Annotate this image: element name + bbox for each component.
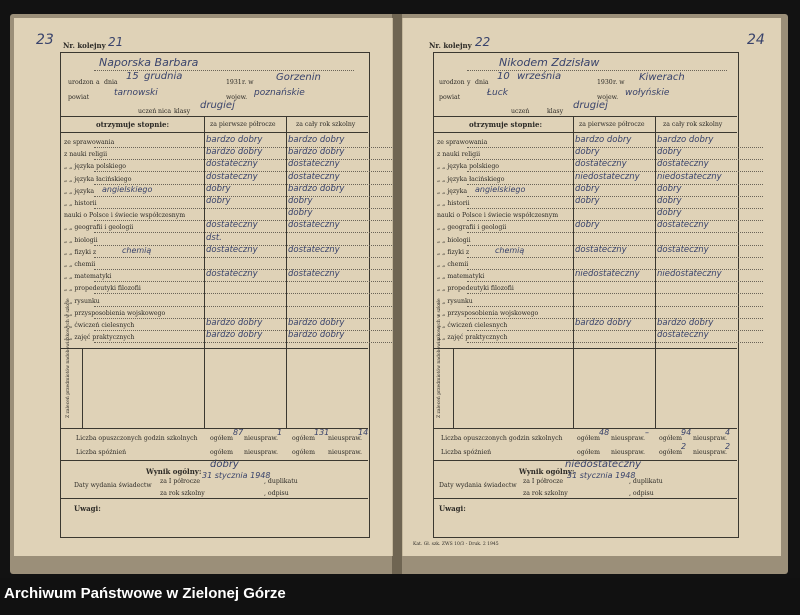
class-value: drugiej <box>573 100 608 111</box>
row-dotted-line <box>94 208 394 209</box>
place-label: r. w <box>242 79 254 86</box>
grade-full-year: dobry <box>657 208 682 219</box>
nr-label: Nr. kolejny <box>429 41 472 50</box>
klasy-label: klasy <box>547 108 564 115</box>
born-label: urodzon <box>439 79 465 86</box>
birth-year: 1930 <box>597 79 613 86</box>
grade-first-half: dostateczny <box>206 220 258 231</box>
born-suffix: y <box>467 79 471 86</box>
subject-label: „ „ języka <box>64 187 95 195</box>
subject-label: „ „ zajęć praktycznych <box>437 334 508 342</box>
day-label: dnia <box>475 79 489 86</box>
row-dotted-line <box>94 293 394 294</box>
grade-full-year: dostateczny <box>657 330 709 341</box>
grade-first-half: bardzo dobry <box>575 135 632 145</box>
physics-with-name: chemią <box>495 245 525 255</box>
grade-full-year: dostateczny <box>657 159 709 170</box>
uczen-label: uczeń <box>511 108 530 115</box>
late-label: Liczba spóźnień <box>76 449 127 456</box>
late-label: Liczba spóźnień <box>441 449 492 456</box>
grade-full-year: bardzo dobry <box>657 135 714 145</box>
subject-label: „ „ przysposobienia wojskowego <box>64 309 166 317</box>
birth-place: Kiwerach <box>639 72 685 83</box>
absent-first-unexcused: – <box>645 428 649 437</box>
grade-first-half: niedostateczny <box>575 171 640 182</box>
first-half-date: 31 stycznia 1948 <box>202 471 271 480</box>
powiat-label: powiat <box>439 94 461 101</box>
grade-first-half: dobry <box>206 183 231 194</box>
remarks-label: Uwagi: <box>439 504 466 513</box>
wojew-value: poznańskie <box>254 88 305 98</box>
subject-label: nauki o Polsce i świecie współczesnym <box>64 212 186 220</box>
birth-month: września <box>517 71 562 82</box>
birth-month: grudnia <box>144 71 183 82</box>
class-value: drugiej <box>200 100 235 111</box>
stopnie-header: otrzymuje stopnie: <box>96 120 170 129</box>
absent-label: Liczba opuszczonych godzin szkolnych <box>76 435 198 442</box>
grade-first-half: dobry <box>575 183 600 194</box>
subject-label: „ „ geografii i geologii <box>64 224 134 232</box>
grade-full-year: dobry <box>288 208 313 219</box>
student-name: Naporska Barbara <box>99 56 199 69</box>
grade-full-year: bardzo dobry <box>657 318 714 328</box>
first-half-header: za pierwsze półrocze <box>579 121 645 128</box>
subject-label: „ „ języka łacińskiego <box>64 175 132 183</box>
subject-label: „ „ historii <box>437 200 470 207</box>
subject-label: „ „ ćwiczeń cielesnych <box>64 322 135 329</box>
row-dotted-line <box>467 293 763 294</box>
row-dotted-line <box>467 147 763 148</box>
grade-first-half: dostateczny <box>206 159 258 170</box>
grade-full-year: dostateczny <box>288 159 340 170</box>
grade-full-year: bardzo dobry <box>288 183 345 194</box>
subject-label: „ „ chemii <box>437 261 469 268</box>
grade-first-half: dobry <box>575 147 600 158</box>
grade-first-half: dostateczny <box>206 269 258 280</box>
uczen-suffix: nica <box>158 108 172 115</box>
archive-caption: Archiwum Państwowe w Zielonej Górze <box>4 585 286 602</box>
record-number: 21 <box>108 35 124 49</box>
absent-year-total: 94 <box>681 428 692 437</box>
language-name: angielskiego <box>475 184 526 194</box>
absent-first-total: 87 <box>233 428 244 437</box>
grade-full-year: niedostateczny <box>657 171 722 182</box>
grade-first-half: dst. <box>206 232 222 243</box>
grade-first-half: bardzo dobry <box>206 135 263 145</box>
subject-label: „ „ geografii i geologii <box>437 224 507 232</box>
subject-label: „ „ rysunku <box>64 297 100 305</box>
powiat-value: Łuck <box>487 88 508 98</box>
row-dotted-line <box>467 208 763 209</box>
grade-first-half: bardzo dobry <box>575 318 632 328</box>
subject-label: „ „ chemii <box>64 261 96 268</box>
subject-label: „ „ języka polskiego <box>437 163 500 171</box>
birth-day: 10 <box>497 71 510 82</box>
birth-day: 15 <box>126 71 139 82</box>
absent-year-total: 131 <box>314 428 330 437</box>
subject-label: „ „ biologii <box>437 236 471 244</box>
row-dotted-line <box>467 342 763 343</box>
record-number: 22 <box>475 35 491 49</box>
grade-full-year: dostateczny <box>288 220 340 231</box>
row-dotted-line <box>467 232 763 233</box>
birth-year: 1931 <box>226 79 242 86</box>
absent-year-unexcused: 4 <box>725 428 731 437</box>
row-dotted-line <box>94 257 394 258</box>
row-dotted-line <box>94 196 394 197</box>
row-dotted-line <box>94 306 394 307</box>
absent-first-unexcused: 1 <box>277 428 283 437</box>
wojew-value: wołyńskie <box>625 88 670 98</box>
full-year-header: za cały rok szkolny <box>663 121 723 128</box>
grade-first-half: dostateczny <box>206 171 258 182</box>
row-dotted-line <box>94 281 394 282</box>
grade-full-year: dostateczny <box>657 220 709 231</box>
row-dotted-line <box>467 257 763 258</box>
subject-label: „ „ przysposobienia wojskowego <box>437 309 539 317</box>
nr-label: Nr. kolejny <box>63 41 106 50</box>
absent-first-total: 48 <box>599 428 610 437</box>
overall-result: dobry <box>210 459 239 470</box>
overall-label: Wynik ogólny: <box>146 467 202 476</box>
physics-with-name: chemią <box>122 245 152 255</box>
first-half-date: 31 stycznia 1948 <box>567 471 636 480</box>
subject-label: „ „ historii <box>64 200 97 207</box>
day-label: dnia <box>104 79 118 86</box>
subject-label: „ „ zajęć praktycznych <box>64 334 135 342</box>
grade-full-year: dobry <box>657 147 682 158</box>
row-dotted-line <box>467 330 763 331</box>
left-page: 23 Nr. kolejny 21 Naporska Barbara urodzon a dnia 15 grudnia 1931 r. w Gorzenin powiat tarnowski wojew. poznańskie uczeń nica klasy drugiej otrzymuje stopnie: za pierwsze półrocze za cały rok szkolny ze sprawowania bardzo dobry bardzo dobry z nauki religii bardzo dobry bardzo dobry „ „ języka polskiego dostateczny dostateczny „ „ języka łacińskiego dostateczny dostateczny „ „ języka dobry bardzo dobry „ „ historii dobry dobry nauki o Polsce i świecie współczesnym dobry „ „ geografii i geologii dostateczny dostateczny „ „ biologii dst. „ „ fizyki z dostateczny dostateczny „ „ chemii „ „ matematyki dostateczny dostateczny „ „ propedeutyki filozofii „ „ rysunku „ „ przysposobienia wojskowego „ „ ćwiczeń cielesnych bardzo dobry bardzo dobry „ „ zajęć praktycznych bardzo dobry bardzo dobry angielskiego chemią Z zaleceń przedmiotów nadobowiązkowych w szkole Liczba opuszczonych godzin szkolnych ogółem 87 nieuspraw. 1 ogółem 131 nieuspraw. 14 Liczba spóźnień ogółem nieuspraw. ogółem nieuspraw. Wynik ogólny: dobry Daty wydania świadectw za I półrocze 31 stycznia 1948 , duplikatu za rok szkolny , odpisu Uwagi: <box>14 18 393 556</box>
grade-full-year: dostateczny <box>288 244 340 255</box>
klasy-label: klasy <box>174 108 191 115</box>
subject-label: „ „ ćwiczeń cielesnych <box>437 322 508 329</box>
optional-subjects-note: Z zaleceń przedmiotów nadobowiązkowych w szkole <box>66 298 71 418</box>
subject-label: „ „ biologii <box>64 236 98 244</box>
language-name: angielskiego <box>102 184 153 194</box>
optional-subjects-note: Z zaleceń przedmiotów nadobowiązkowych w szkole <box>437 298 442 418</box>
grade-first-half: bardzo dobry <box>206 330 263 341</box>
archive-footer <box>0 578 800 615</box>
overall-label: Wynik ogólny: <box>519 467 575 476</box>
grade-full-year: dostateczny <box>288 269 340 280</box>
grade-first-half: bardzo dobry <box>206 147 263 158</box>
grade-full-year: bardzo dobry <box>288 135 345 145</box>
grade-full-year: bardzo dobry <box>288 147 345 158</box>
place-label: r. w <box>613 79 625 86</box>
page-number: 23 <box>36 32 54 48</box>
subject-label: ze sprawowania <box>64 139 115 146</box>
grade-full-year: dobry <box>657 196 682 206</box>
row-dotted-line <box>94 342 394 343</box>
grade-full-year: niedostateczny <box>657 269 722 280</box>
row-dotted-line <box>467 196 763 197</box>
late-year-unexcused: 2 <box>725 442 731 451</box>
grade-first-half: dostateczny <box>575 159 627 170</box>
subject-label: „ „ języka <box>437 187 468 195</box>
grade-full-year: bardzo dobry <box>288 330 345 341</box>
grade-full-year: dobry <box>657 183 682 194</box>
subject-label: z nauki religii <box>437 151 481 159</box>
born-suffix: a <box>96 79 100 86</box>
row-dotted-line <box>467 306 763 307</box>
subject-label: z nauki religii <box>64 151 108 159</box>
subject-label: ze sprawowania <box>437 139 488 146</box>
subject-label: „ „ języka łacińskiego <box>437 175 505 183</box>
dates-label: Daty wydania świadectw <box>439 482 517 489</box>
full-year-header: za cały rok szkolny <box>296 121 356 128</box>
stopnie-header: otrzymuje stopnie: <box>469 120 543 129</box>
first-half-header: za pierwsze półrocze <box>210 121 276 128</box>
dates-label: Daty wydania świadectw <box>74 482 152 489</box>
grade-full-year: dostateczny <box>657 244 709 255</box>
subject-label: „ „ rysunku <box>437 297 473 305</box>
page-number: 24 <box>747 32 765 48</box>
grade-first-half: bardzo dobry <box>206 318 263 328</box>
grade-full-year: bardzo dobry <box>288 318 345 328</box>
wojew-label: wojew. <box>226 94 248 101</box>
grade-first-half: niedostateczny <box>575 269 640 280</box>
subject-label: „ „ propedeutyki filozofii <box>437 285 514 293</box>
powiat-label: powiat <box>68 94 90 101</box>
powiat-value: tarnowski <box>114 88 158 98</box>
subject-label: „ „ fizyki z <box>64 248 97 256</box>
grade-first-half: dobry <box>206 196 231 206</box>
uczen-label: uczeń <box>138 108 157 115</box>
grade-full-year: dostateczny <box>288 171 340 182</box>
subject-label: „ „ języka polskiego <box>64 163 127 171</box>
late-year-total: 2 <box>681 442 687 451</box>
overall-result: niedostateczny <box>565 459 642 470</box>
birth-place: Gorzenin <box>276 72 321 83</box>
grade-first-half: dobry <box>575 220 600 231</box>
subject-label: „ „ matematyki <box>64 273 112 281</box>
subject-label: „ „ propedeutyki filozofii <box>64 285 141 293</box>
grade-first-half: dobry <box>575 196 600 206</box>
grade-full-year: dobry <box>288 196 313 206</box>
row-dotted-line <box>467 220 763 221</box>
wojew-label: wojew. <box>597 94 619 101</box>
subject-label: nauki o Polsce i świecie współczesnym <box>437 212 559 220</box>
subject-label: „ „ matematyki <box>437 273 485 281</box>
absent-label: Liczba opuszczonych godzin szkolnych <box>441 435 563 442</box>
subject-label: „ „ fizyki z <box>437 248 470 256</box>
row-dotted-line <box>467 281 763 282</box>
grade-first-half: dostateczny <box>206 244 258 255</box>
absent-year-unexcused: 14 <box>358 428 369 437</box>
print-note: Kat. Gł. szk. ZWS 10/3 - Druk. 2 1945 <box>413 542 499 547</box>
born-label: urodzon <box>68 79 94 86</box>
grade-first-half: dostateczny <box>575 244 627 255</box>
remarks-label: Uwagi: <box>74 504 101 513</box>
student-name: Nikodem Zdzisław <box>499 56 600 69</box>
right-page: 24 Nr. kolejny 22 Nikodem Zdzisław urodzon y dnia 10 września 1930 r. w Kiwerach powiat Łuck wojew. wołyńskie uczeń klasy drugiej otrzymuje stopnie: za pierwsze półrocze za cały rok szkolny ze sprawowania bardzo dobry bardzo dobry z nauki religii dobry dobry „ „ języka polskiego dostateczny dostateczny „ „ języka łacińskiego niedostateczny niedostateczny „ „ języka dobry dobry „ „ historii dobry dobry nauki o Polsce i świecie współczesnym dobry „ „ geografii i geologii dobry dostateczny „ „ biologii „ „ fizyki z dostateczny dostateczny „ „ chemii „ „ matematyki niedostateczny niedostateczny „ „ propedeutyki filozofii „ „ rysunku „ „ przysposobienia wojskowego „ „ ćwiczeń cielesnych bardzo dobry bardzo dobry „ „ zajęć praktycznych dostateczny angielskiego chemią Z zaleceń przedmiotów nadobowiązkowych w szkole Liczba opuszczonych godzin szkolnych ogółem 48 nieuspraw. – ogółem 94 nieuspraw. 4 Liczba spóźnień ogółem nieuspraw. ogółem 2 nieuspraw. 2 Wynik ogólny: niedostateczny Daty wydania świadectw za I półrocze 31 stycznia 1948 , duplikatu za rok szkolny , odpisu Uwagi: Kat. Gł. szk. ZWS 10/3 - Druk. 2 1945 <box>402 18 781 556</box>
row-dotted-line <box>94 232 394 233</box>
